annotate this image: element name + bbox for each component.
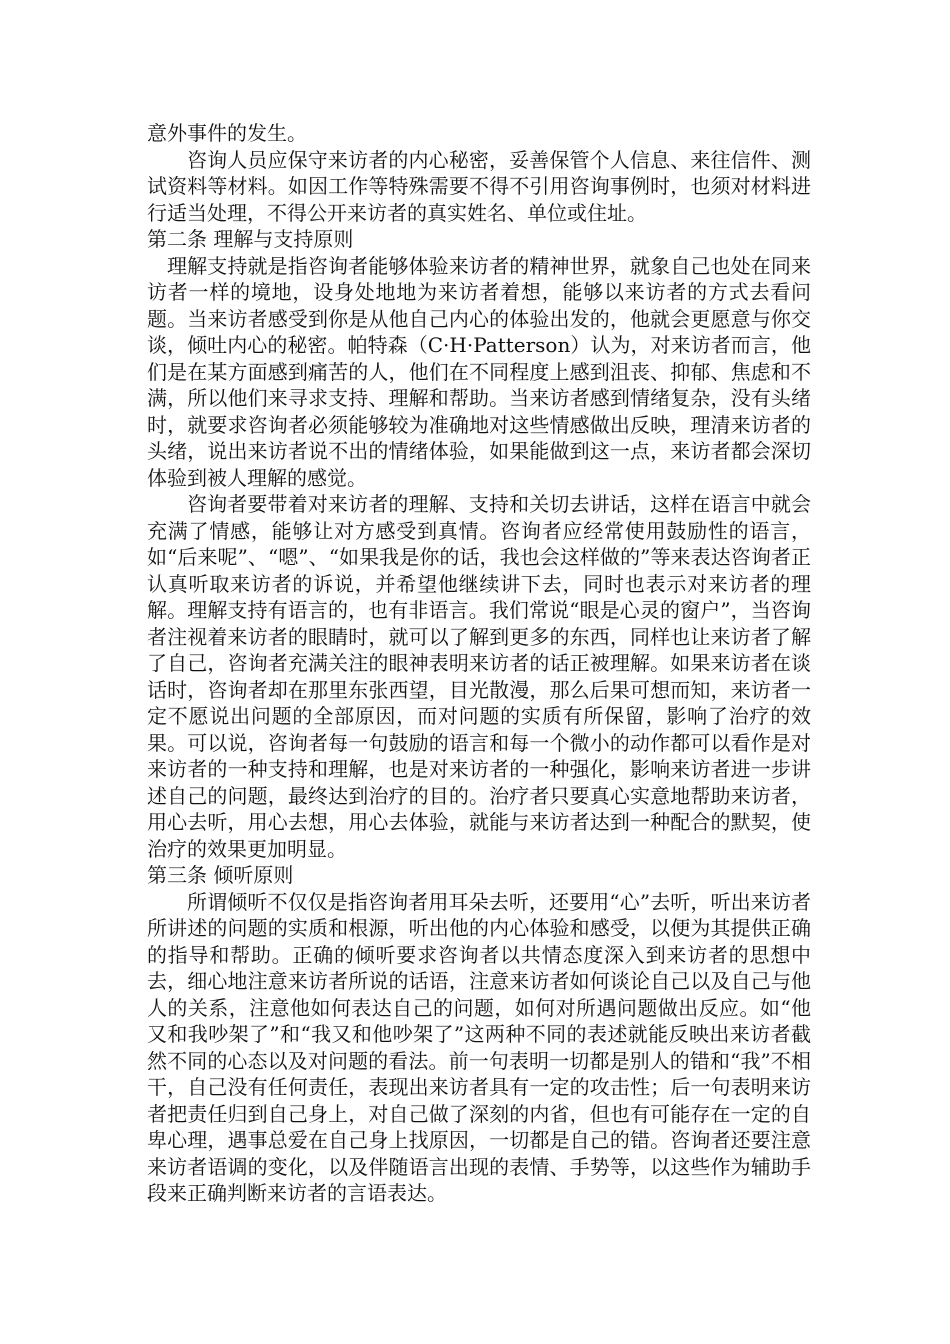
paragraph-listening: 所谓倾听不仅仅是指咨询者用耳朵去听，还要用“心”去听，听出来访者所讲述的问题的实质和根源，听出他的内心体验和感受，以便为其提供正确的指导和帮助。正确的倾听要求咨询者以共情态度深入到来访者的思想中去，细心地注意来访者所说的话语，注意来访者如何谈论自己以及自己与他人的关系，注意他如何表达自己的问题，如何对所遇问题做出反应。如“他又和我吵架了”和“我又和他吵架了”这两种不同的表述就能反映出来访者截然不同的心态以及对问题的看法。前一句表明一切都是别人的错和“我”不相干，自己没有任何责任，表现出来访者具有一定的攻击性；后一句表明来访者把责任归到自己身上，对自己做了深刻的内省，但也有可能存在一定的自卑心理，遇事总爱在自己身上找原因，一切都是自己的错。咨询者还要注意来访者语调的变化，以及伴随语言出现的表情、手势等，以这些作为辅助手段来正确判断来访者的言语表达。 bbox=[147, 889, 811, 1205]
paragraph-continuation: 意外事件的发生。 bbox=[147, 121, 307, 145]
document-body bbox=[147, 120, 811, 1207]
paragraph-confidentiality: 咨询人员应保守来访者的内心秘密，妥善保管个人信息、来往信件、测试资料等材料。如因工作等特殊需要不得不引用咨询事例时，也须对材料进行适当处理，不得公开来访者的真实姓名、单位或住址。 bbox=[147, 147, 811, 225]
section-heading-article-3: 第三条 倾听原则 bbox=[147, 863, 294, 887]
section-heading-article-2: 第二条 理解与支持原则 bbox=[147, 227, 354, 251]
paragraph-encouraging-language: 咨询者要带着对来访者的理解、支持和关切去讲话，这样在语言中就会充满了情感，能够让对方感受到真情。咨询者应经常使用鼓励性的语言，如“后来呢”、“嗯”、“如果我是你的话，我也会这样做的”等来表达咨询者正认真听取来访者的诉说，并希望他继续讲下去，同时也表示对来访者的理解。理解支持有语言的，也有非语言。我们常说“眼是心灵的窗户”，当咨询者注视着来访者的眼睛时，就可以了解到更多的东西，同样也让来访者了解了自己，咨询者充满关注的眼神表明来访者的话正被理解。如果来访者在谈话时，咨询者却在那里东张西望，目光散漫，那么后果可想而知，来访者一定不愿说出问题的全部原因，而对问题的实质有所保留，影响了治疗的效果。可以说，咨询者每一句鼓励的语言和每一个微小的动作都可以看作是对来访者的一种支持和理解，也是对来访者的一种强化，影响来访者进一步讲述自己的问题，最终达到治疗的目的。治疗者只要真心实意地帮助来访者，用心去听，用心去想，用心去体验，就能与来访者达到一种配合的默契，使治疗的效果更加明显。 bbox=[147, 492, 811, 861]
paragraph-understanding-support: 理解支持就是指咨询者能够体验来访者的精神世界，就象自己也处在同来访者一样的境地，设身处地地为来访者着想，能够以来访者的方式去看问题。当来访者感受到你是从他自己内心的体验出发的，他就会更愿意与你交谈，倾吐内心的秘密。帕特森（C·H·Patterson）认为，对来访者而言，他们是在某方面感到痛苦的人，他们在不同程度上感到沮丧、抑郁、焦虑和不满，所以他们来寻求支持、理解和帮助。当来访者感到情绪复杂，没有头绪时，就要求咨询者必须能够较为准确地对这些情感做出反映，理清来访者的头绪，说出来访者说不出的情绪体验，如果能做到这一点，来访者都会深切体验到被人理解的感觉。 bbox=[147, 253, 811, 490]
